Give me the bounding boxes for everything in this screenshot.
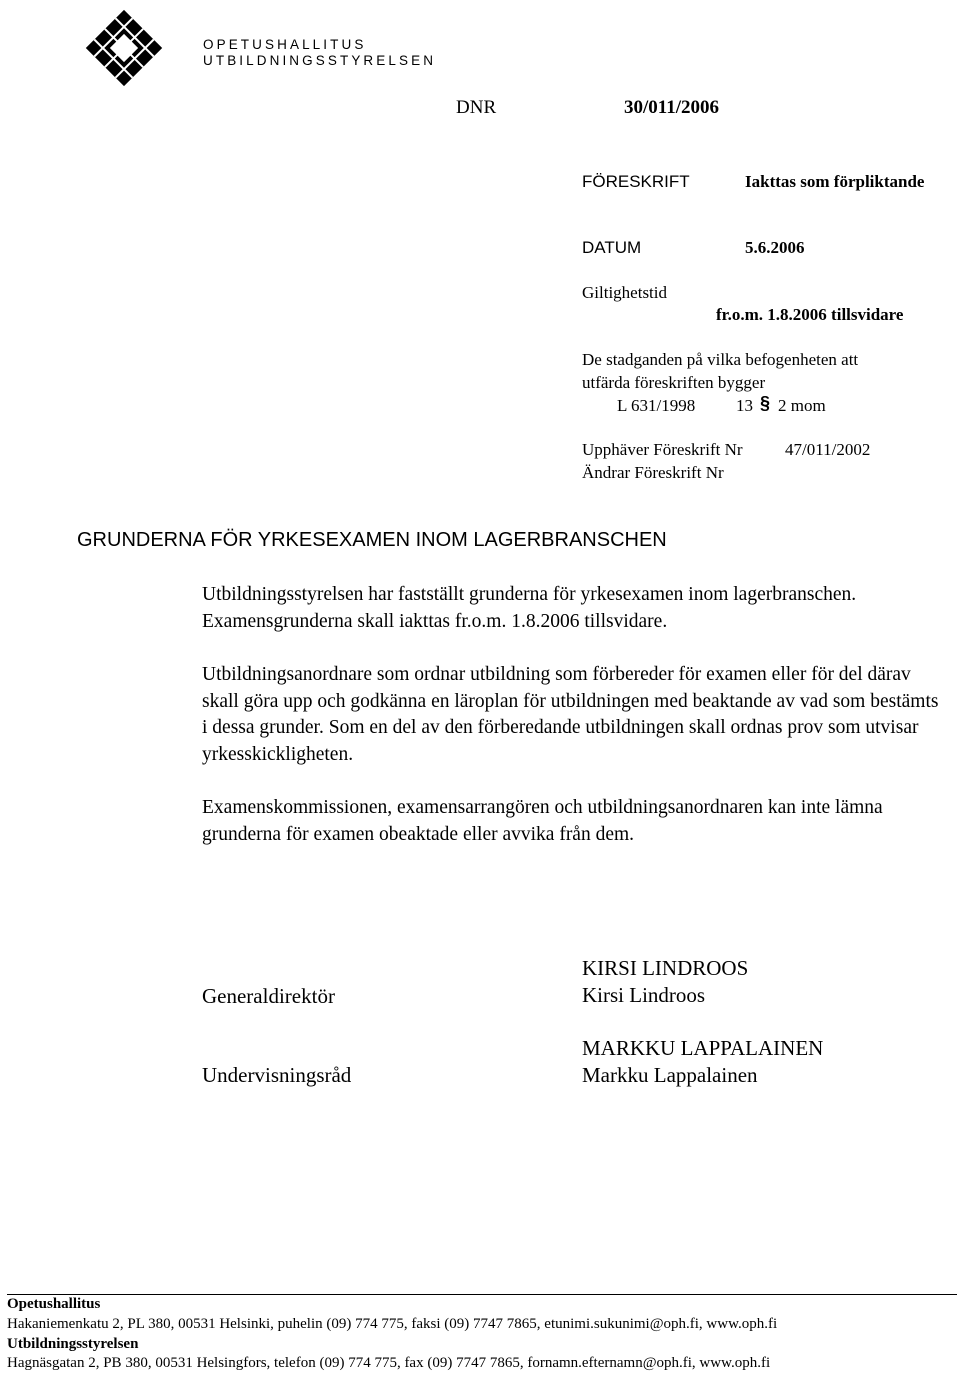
dnr-label: DNR	[456, 97, 497, 118]
signer-1-name-caps: KIRSI LINDROOS	[582, 956, 749, 980]
authority-line-2: utfärda föreskriften bygger	[582, 373, 766, 392]
dnr-value: 30/011/2006	[624, 97, 720, 118]
section-sign: §	[760, 393, 771, 413]
signer-1-name: Kirsi Lindroos	[582, 983, 706, 1007]
footer-org-sv: Utbildningsstyrelsen	[7, 1336, 139, 1352]
org-name-sv: UTBILDNINGSSTYRELSEN	[203, 53, 437, 68]
paragraph-1: Utbildningsstyrelsen har fastställt grunderna för yrkesexamen inom lagerbranschen. Examensgrunderna skall iakttas fr.o.m. 1.8.2006 tillsvidare.	[202, 584, 857, 632]
signer-2-role: Undervisningsråd	[202, 1063, 352, 1087]
document-type-value: Iakttas som förpliktande	[745, 172, 925, 191]
paragraph-3: Examenskommissionen, examensarrangören och utbildningsanordnaren kan inte lämna grunderna för examen obeaktade eller avvika från dem.	[202, 797, 883, 845]
org-name-fi: OPETUSHALLITUS	[203, 37, 367, 52]
footer-address-fi: Hakaniemenkatu 2, PL 380, 00531 Helsinki, puhelin (09) 774 775, faksi (09) 7747 7865, etunimi.sukunimi@oph.fi, www.oph.fi	[7, 1316, 778, 1332]
logo-diamond-grid	[86, 10, 162, 86]
signer-2-name-caps: MARKKU LAPPALAINEN	[582, 1036, 824, 1060]
footer-address-sv: Hagnäsgatan 2, PB 380, 00531 Helsingfors, telefon (09) 774 775, fax (09) 7747 7865, fornamn.efternamn@oph.fi, www.oph.fi	[7, 1355, 771, 1371]
footer-org-fi: Opetushallitus	[7, 1296, 101, 1312]
agency-logo	[78, 2, 170, 94]
repeals-label: Upphäver Föreskrift Nr	[582, 440, 743, 459]
paragraph-2: Utbildningsanordnare som ordnar utbildning som förbereder för examen eller för del därav skall göra upp och godkänna en läroplan för utbildningen med beaktande av vad som bestämts i dessa grunder. Som en del av den förberedande utbildningen skall ordnas prov som utvisar yrkesskickligheten.	[202, 664, 939, 765]
signer-1-role: Generaldirektör	[202, 984, 335, 1008]
document-type-label: FÖRESKRIFT	[582, 172, 690, 191]
signer-2-name: Markku Lappalainen	[582, 1063, 758, 1087]
validity-value: fr.o.m. 1.8.2006 tillsvidare	[716, 305, 904, 324]
authority-law: L 631/1998	[617, 396, 696, 415]
repeals-value: 47/011/2002	[785, 440, 871, 459]
footer-divider	[7, 1294, 957, 1295]
validity-label: Giltighetstid	[582, 283, 667, 302]
date-label: DATUM	[582, 238, 642, 257]
date-value: 5.6.2006	[745, 238, 805, 257]
amends-label: Ändrar Föreskrift Nr	[582, 463, 724, 482]
authority-line-1: De stadganden på vilka befogenheten att	[582, 350, 859, 369]
authority-section: 13	[736, 396, 753, 415]
document-title: GRUNDERNA FÖR YRKESEXAMEN INOM LAGERBRANSCHEN	[77, 529, 667, 551]
authority-mom: 2 mom	[778, 396, 826, 415]
